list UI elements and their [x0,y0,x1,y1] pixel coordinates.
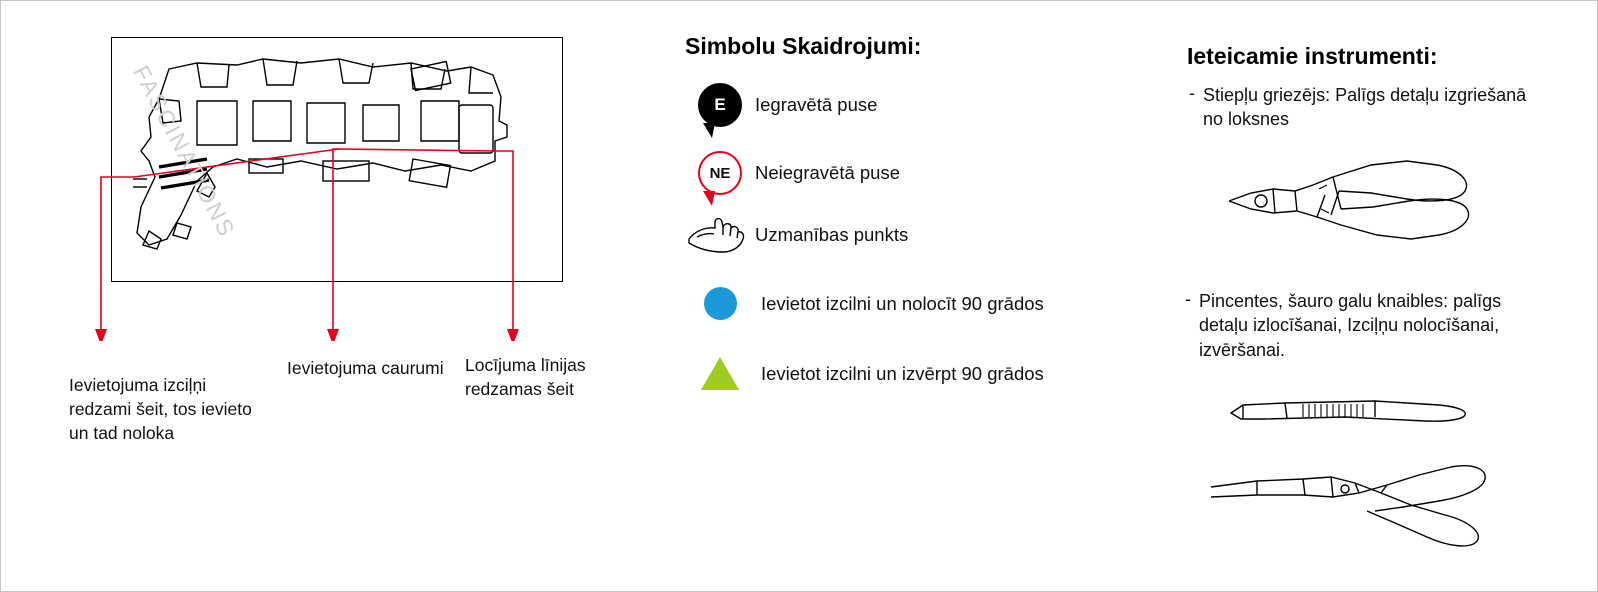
symbol-legend-panel [661,1,1181,592]
legend-row-attention [685,213,908,257]
bubble-tail [703,123,715,138]
legend-row-non-engraved [685,151,900,195]
engraved-badge-letter: E [698,83,742,127]
legend-row-engraved [685,83,877,127]
bubble-tail [703,191,715,206]
tool-bullet-2: - [1185,289,1191,309]
symbol-legend-title: Simbolu Skaidrojumi: [685,33,922,59]
tools-title: Ieteicamie instrumenti: [1187,43,1438,69]
blue-circle-marker [685,287,755,320]
callout-holes: Ievietojuma caurumi [287,358,444,378]
legend-label-green-triangle: Ievietot izcilni un izvērpt 90 grādos [761,362,1044,384]
tweezers-icon [1225,391,1525,441]
callout-tabs: Ievietojuma izciļņi redzami šeit, tos ievieto un tad noloka [69,375,252,444]
green-triangle-marker [685,357,755,390]
tool-description-pliers: Pincentes, šauro galu knaibles: palīgs detaļu izlocīšanai, Izciļņu nolocīšanai, izvēršanai. [1199,291,1502,360]
legend-row-blue-circle [685,287,1044,320]
non-engraved-badge-letters: NE [698,151,742,195]
legend-row-green-triangle [685,357,1044,390]
watermark-text: FASCINATIONS [128,61,241,242]
legend-label-blue-circle: Ievietot izcilni un nolocīt 90 grādos [761,292,1044,314]
legend-label-engraved: Iegravētā puse [755,94,878,115]
part-diagram-panel [1,1,661,592]
part-shape-drawing [1,1,661,341]
engraved-side-badge [685,83,755,127]
pointing-hand-icon [685,213,755,257]
recommended-tools-panel [1181,1,1598,592]
callout-fold-lines: Locījuma līnijas redzamas šeit [465,355,586,400]
legend-label-attention: Uzmanības punkts [755,224,909,245]
tool-bullet-1: - [1189,83,1195,103]
wire-cutter-icon [1221,159,1521,249]
legend-label-non-engraved: Neiegravētā puse [755,162,901,183]
tool-description-wire-cutter: Stiepļu griezējs: Palīgs detaļu izgriešanā no loksnes [1203,85,1527,130]
non-engraved-side-badge [685,151,755,195]
needle-nose-pliers-icon [1205,449,1525,559]
